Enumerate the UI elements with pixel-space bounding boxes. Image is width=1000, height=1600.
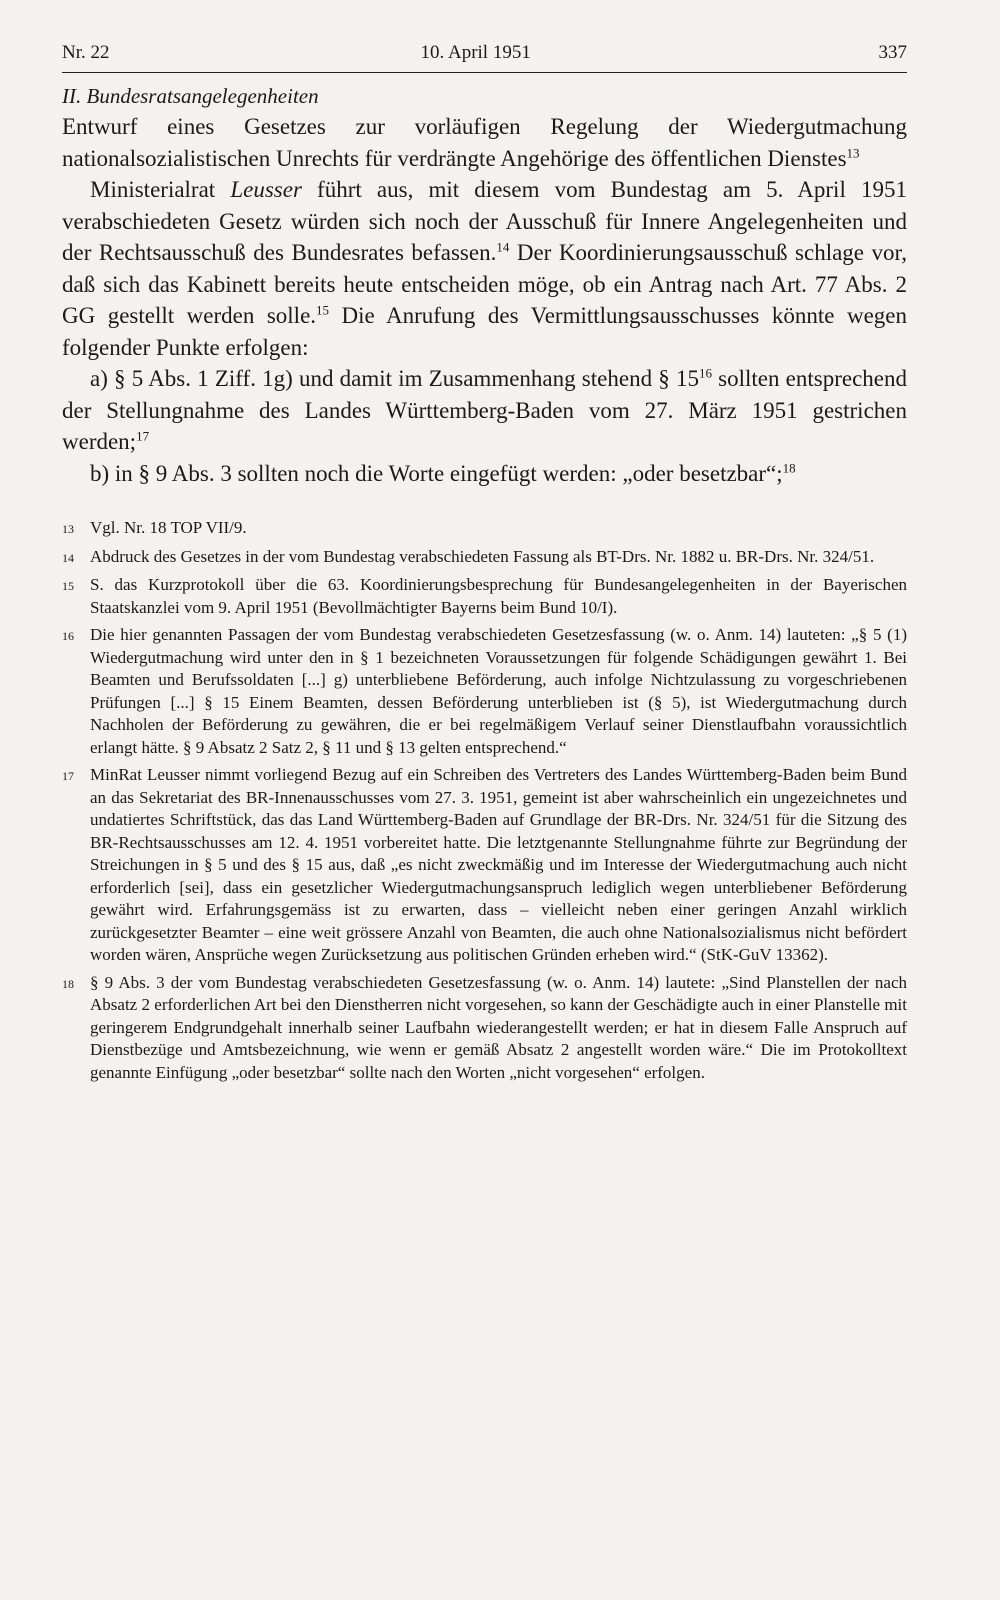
footnote-ref: 13 — [846, 144, 860, 160]
footnote-text: Abdruck des Gesetzes in der vom Bundestag verabschiedeten Fassung als BT-Drs. Nr. 1882 u. BR-Drs. Nr. 324/51. — [90, 546, 875, 566]
footnotes — [62, 517, 907, 1084]
footnote-number: 13 — [62, 522, 74, 536]
footnote-number: 18 — [62, 976, 74, 991]
footnote-ref: 18 — [782, 459, 796, 475]
person-name: Leusser — [230, 177, 302, 202]
footnote-ref: 16 — [698, 365, 712, 381]
footnote-text: S. das Kurzprotokoll über die 63. Koordinierungsbesprechung für Bundesangelegenheiten in der Bayerischen Staatskanzlei vom 9. April 1951 (Bevollmächtigter Bayerns beim Bund 10/I). — [90, 575, 907, 617]
footnote-ref: 15 — [316, 302, 330, 318]
footnote-number: 16 — [62, 629, 74, 643]
page-number: 337 — [878, 42, 907, 63]
footnote — [62, 546, 907, 570]
footnote — [62, 574, 907, 619]
paragraph: Ministerialrat Leusser führt aus, mit diesem vom Bundestag am 5. April 1951 verabschiedeten Gesetz würden sich noch der Ausschuß für Innere Angelegenheiten und der Rechtsausschuß des Bundesrates befassen.$^{14}$ Der Koordinierungsausschuß schlage vor, daß sich das Kabinett bereits heute entscheiden möge, ob ein Antrag nach Art. 77 Abs. 2 GG gestellt werden solle.$^{15}$ Die Anrufung des Vermittlungsausschusses könnte wegen folgender Punkte erfolgen: — [62, 177, 908, 360]
document-number: Nr. 22 — [62, 42, 110, 63]
list-item-b: b) in § 9 Abs. 3 sollten noch die Worte eingefügt werden: „oder besetzbar“;$^{18}$ — [90, 459, 796, 486]
section-title: II. Bundesratsangelegenheiten — [62, 84, 319, 108]
footnote-number: 14 — [62, 550, 74, 565]
footnote-number: 17 — [62, 769, 74, 783]
footnote-ref: 17 — [136, 428, 150, 444]
footnote — [62, 517, 907, 541]
footnote-text: § 9 Abs. 3 der vom Bundestag verabschiedeten Gesetzesfassung (w. o. Anm. 14) lautete: „Sind Planstellen der nach Absatz 2 erforderlichen Art bei den Dienstherren nicht vorgesehen, so kann der Geschädigte auch in einer Planstelle mit geringerem Endgrundgehalt innerhalb seiner Laufbahn wiederangestellt werden; er hat in diesem Falle Anspruch auf Dienstbezüge und Amtsbezeichnung, wie wenn er gemäß Absatz 2 angestellt worden wäre.“ Die im Protokolltext genannte Einfügung „oder besetzbar“ sollte nach den Worten „nicht vorgesehen“ erfolgen. — [90, 972, 907, 1082]
footnote — [62, 624, 907, 759]
list-item-a: a) § 5 Abs. 1 Ziff. 1g) und damit im Zusammenhang stehend § $15^{16}$ sollten entsprechend der Stellungnahme des Landes Württemberg-Baden vom 27. März 1951 gestrichen werden;$^{17}$ — [62, 365, 907, 454]
footnote-text: MinRat Leusser nimmt vorliegend Bezug auf ein Schreiben des Vertreters des Landes Württemberg-Baden beim Bund an das Sekretariat des BR-Innenausschusses vom 27. 3. 1951, gemeint ist aber wahrscheinlich ein ungezeichnetes und undatiertes Schriftstück, das das Land Württemberg-Baden auf Grundlage der BR-Drs. Nr. 324/51 für die Sitzung des BR-Rechtsausschusses am 12. 4. 1951 vorbereitet hatte. Die letztgenannte Stellungnahme führte zur Begründung der Streichungen in § 5 und des § 15 aus, daß „es nicht zweckmäßig und im Interesse der Wiedergutmachung auch nicht erforderlich [sei], dass ein gesetzlicher Wiedergutmachungsanspruch lediglich wegen unterbliebener Beförderung gewährt wird. Erfahrungsgemäss ist zu erwarten, dass – vielleicht neben einer geringen Anzahl wirklich zurückgesetzter Beamter – eine weit grössere Anzahl von Beamten, die auch ohne Nationalsozialismus nicht befördert worden wären, Ansprüche wegen Zurücksetzung aus politischen Gründen erheben wird.“ (StK-GuV 13362). — [90, 765, 907, 964]
agenda-item-heading: Entwurf eines Gesetzes zur vorläufigen Regelung der Wiedergutmachung nationalsozialistischen Unrechts für verdrängte Angehörige des öffentlichen Dienstes$^{13}$ — [62, 114, 907, 171]
running-header — [62, 42, 907, 73]
main-text — [62, 111, 907, 489]
footnote-number: 15 — [62, 579, 74, 593]
footnote — [62, 764, 907, 967]
document-page — [62, 42, 907, 1089]
footnote-text: Vgl. Nr. 18 TOP VII/9. — [90, 518, 247, 537]
footnote-text: Die hier genannten Passagen der vom Bundestag verabschiedeten Gesetzesfassung (w. o. Anm. 14) lauteten: „§ 5 (1) Wiedergutmachung wird unter den in § 1 bezeichneten Voraussetzungen für folgende Schädigungen gewährt 1. Bei Beamten und Berufssoldaten [...] g) unterbliebene Beförderung, auch infolge Nichtzulassung zu vorgeschriebenen Prüfungen [...] § 15 Einem Beamten, dessen Beförderung unterblieben ist (§ 5), ist Wiedergutmachung durch Nachholen der Beförderung zu gewähren, die er bei regelmäßigem Verlauf seiner Dienstlaufbahn voraussichtlich erlangt hätte. § 9 Absatz 2 Satz 2, § 11 und § 13 gelten entsprechend.“ — [90, 625, 907, 757]
header-date: 10. April 1951 — [420, 42, 531, 63]
footnote — [62, 972, 907, 1085]
footnote-ref: 14 — [496, 239, 510, 255]
